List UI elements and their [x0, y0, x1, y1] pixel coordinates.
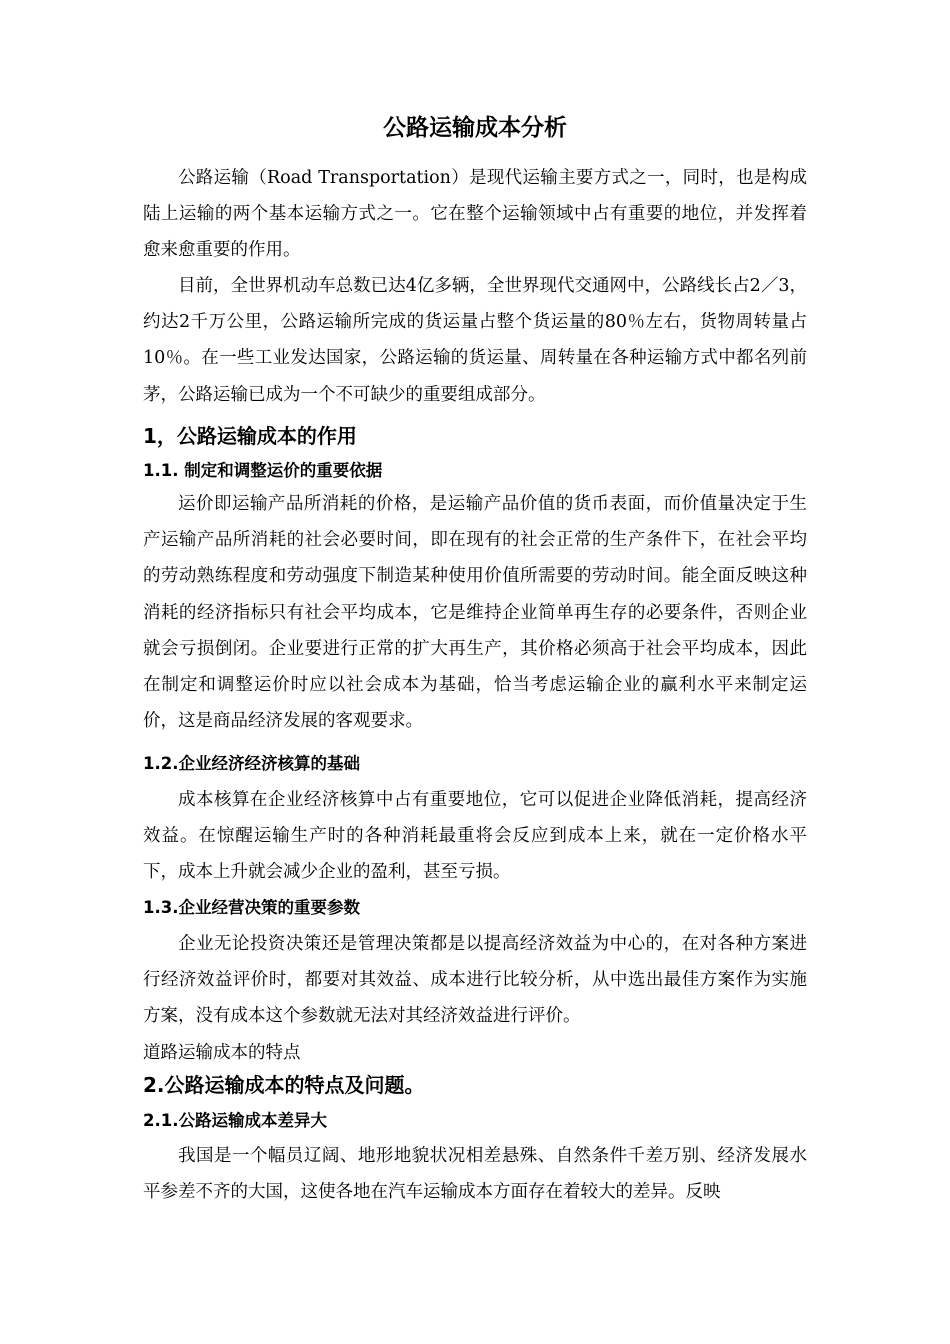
section-1-1-heading: 1.1. 制定和调整运价的重要依据 — [143, 461, 383, 480]
section-2-heading: 2.公路运输成本的特点及问题。 — [143, 1073, 425, 1097]
section-1-2-text: 成本核算在企业经济核算中占有重要地位，它可以促进企业降低消耗，提高经济效益。在惊醒运输生产时的各种消耗最重将会反应到成本上来，就在一定价格水平下，成本上升就会减少企业的盈利，甚至亏损。 — [143, 790, 807, 883]
section-1-3-heading: 1.3.企业经营决策的重要参数 — [143, 898, 360, 917]
section-2-1-text: 我国是一个幅员辽阔、地形地貌状况相差悬殊、自然条件千差万别、经济发展水平参差不齐的大国，这使各地在汽车运输成本方面存在着较大的差异。反映 — [143, 1146, 807, 1203]
section-1-3-text: 企业无论投资决策还是管理决策都是以提高经济效益为中心的，在对各种方案进行经济效益评价时，都要对其效益、成本进行比较分析，从中选出最佳方案作为实施方案，没有成本这个参数就无法对其经济效益进行评价。 — [143, 934, 807, 1027]
section-1-heading: 1，公路运输成本的作用 — [143, 424, 357, 448]
section-2-1-heading: 2.1.公路运输成本差异大 — [143, 1111, 327, 1130]
intro-paragraph-2: 目前，全世界机动车总数已达4亿多辆，全世界现代交通网中，公路线长占2／3，约达2千万公里，公路运输所完成的货运量占整个货运量的80％左右，货物周转量占10％。在一些工业发达国家，公路运输的货运量、周转量在各种运输方式中都名列前茅，公路运输已成为一个不可缺少的重要组成部分。 — [143, 276, 807, 405]
section-1-2-heading: 1.2.企业经济经济核算的基础 — [143, 754, 360, 773]
page-title: 公路运输成本分析 — [383, 115, 567, 141]
section-2-plain-line: 道路运输成本的特点 — [143, 1043, 301, 1063]
intro-paragraph-1: 公路运输（Road Transportation）是现代运输主要方式之一，同时，也是构成陆上运输的两个基本运输方式之一。它在整个运输领域中占有重要的地位，并发挥着愈来愈重要的作用。 — [143, 168, 807, 261]
section-1-1-text: 运价即运输产品所消耗的价格，是运输产品价值的货币表面，而价值量决定于生产运输产品所消耗的社会必要时间，即在现有的社会正常的生产条件下，在社会平均的劳动熟练程度和劳动强度下制造某种使用价值所需要的劳动时间。能全面反映这种消耗的经济指标只有社会平均成本，它是维持企业简单再生存的必要条件，否则企业就会亏损倒闭。企业要进行正常的扩大再生产，其价格必须高于社会平均成本，因此在制定和调整运价时应以社会成本为基础，恰当考虑运输企业的赢利水平来制定运价，这是商品经济发展的客观要求。 — [143, 494, 807, 732]
